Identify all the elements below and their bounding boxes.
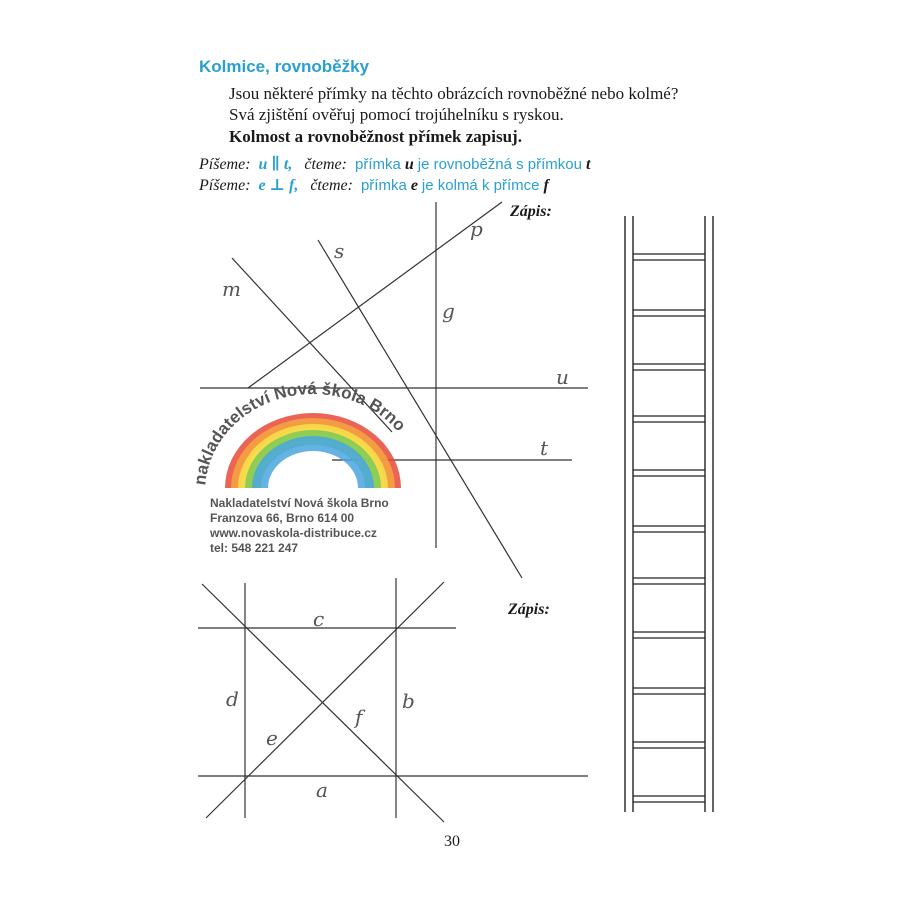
- record-label-1: Zápis:: [510, 203, 552, 220]
- stamp-line-3: www.novaskola-distribuce.cz: [210, 526, 377, 540]
- parallel-symbol: u ∥ t,: [258, 156, 293, 173]
- page-number: 30: [444, 833, 460, 850]
- read-var-2: f: [543, 177, 549, 194]
- label-c: c: [313, 607, 325, 631]
- read-var-2: t: [586, 156, 591, 173]
- label-e: e: [266, 726, 278, 750]
- read-var-1: u: [404, 156, 414, 173]
- label-t: t: [540, 436, 549, 460]
- read-var-1: e: [410, 177, 418, 194]
- stamp-arc-text: nakladatelství Nová škola Brno: [190, 379, 410, 487]
- label-f: f: [355, 705, 363, 729]
- read-text-mid: je rovnoběžná s přímkou: [417, 156, 582, 173]
- label-u: u: [556, 365, 569, 389]
- read-text-mid: je kolmá k přímce: [421, 177, 540, 194]
- write-label: Píšeme:: [199, 177, 251, 194]
- instruction-text: Kolmost a rovnoběžnost přímek zapisuj.: [229, 127, 522, 146]
- label-m: m: [222, 277, 241, 301]
- label-a: a: [316, 778, 328, 802]
- label-d: d: [226, 687, 239, 711]
- stamp-line-2: Franzova 66, Brno 614 00: [210, 511, 355, 525]
- ladder-drawing: [625, 216, 713, 812]
- label-p: p: [470, 217, 483, 241]
- perpendicular-symbol: e ⊥ f,: [258, 177, 299, 194]
- record-label-2: Zápis:: [508, 601, 550, 618]
- publisher-stamp: [190, 379, 421, 492]
- verify-text: Svá zjištění ověřuj pomocí trojúhelníku s ryskou.: [229, 105, 564, 124]
- stamp-line-1: Nakladatelství Nová škola Brno: [210, 496, 389, 510]
- label-g: g: [442, 299, 455, 323]
- line-p: [248, 202, 502, 388]
- ladder-rungs: [633, 254, 705, 802]
- question-text: Jsou některé přímky na těchto obrázcích rovnoběžné nebo kolmé?: [229, 84, 679, 103]
- read-text-pre: přímka: [360, 177, 407, 194]
- read-label: čteme:: [310, 177, 353, 194]
- read-label: čteme:: [304, 156, 347, 173]
- section-title: Kolmice, rovnoběžky: [199, 57, 370, 76]
- write-label: Píšeme:: [199, 156, 251, 173]
- label-s: s: [334, 239, 345, 263]
- read-text-pre: přímka: [354, 156, 401, 173]
- label-b: b: [402, 689, 415, 713]
- stamp-line-4: tel: 548 221 247: [210, 541, 299, 555]
